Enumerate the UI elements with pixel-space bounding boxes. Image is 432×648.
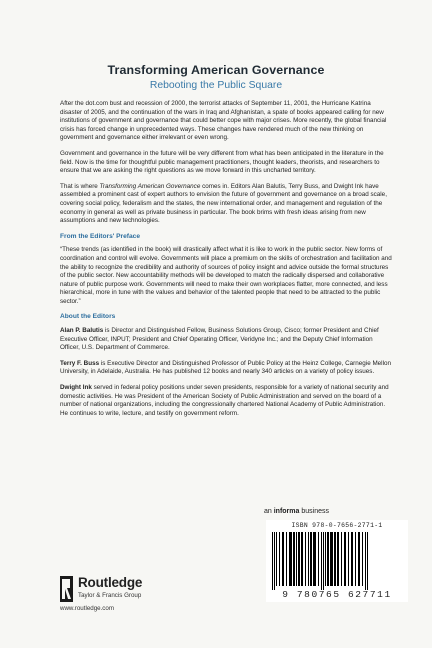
editor-bio [60,384,394,418]
intro-paragraph-1: After the dot.com bust and recession of 2000, the terrorist attacks of September 11, 2001, the Hurricane Katrina disaster of 2005, and the continuation of the wars in Iraq and Afghanistan, a spate of books appeared calling for new institutions of government and governance that could better cope with major crises. More recently, the global financial crisis has forced change in unprecedented ways. These changes have rendered much of the new thinking on government and governance either irrelevant or even wrong. [60,100,387,142]
barcode-bar [308,532,309,586]
publisher-url[interactable]: www.routledge.com [60,605,114,612]
editor-name: Dwight Ink [60,384,92,392]
intro-paragraph-2: Government and governance in the future will be very different from what has been anticipated in the literature in the field. Now is the time for thoughtful public management practitioners, thought leaders, theorists, and researchers to ensure that we are asking the right questions as we move forward in this uncharted territory. [60,149,384,175]
isbn-barcode [266,520,408,602]
intro-paragraph-3 [60,183,394,226]
barcode-bar [298,532,300,586]
barcode-bar [301,532,303,586]
editors-heading: About the Editors [60,313,116,321]
intro-p3-post: comes in. Editors Alan Balutis, Terry Buss, and Dwight Ink have assembled a prominent cast of expert authors to envision the future of government and governance on a broad scale, covering social policy, federalism and the states, the new international order, and management and regulation of the economy in general as well as private business in particular. The book brims with fresh ideas arising from new assumptions and new technologies. [60,182,387,225]
barcode-bar [310,532,312,586]
editor-bio-text: is Executive Director and Distinguished Professor of Public Policy at the Heinz College, Carnegie Mellon University, in Adelaide, Australia. He has published 12 books and nearly 340 articles on a variety of policy issues. [60,359,391,376]
barcode-bar [334,532,336,586]
barcode-bar [362,532,363,586]
preface-heading: From the Editors' Preface [60,232,140,240]
barcode-bar [321,532,322,590]
preface-quote: “These trends (as identified in the book) will drastically affect what it is like to work in the public sector. New forms of coordination and control will evolve. Governments will place a premium on the skills of orchestration and facilitation and the ability to recognize the credibility and authority of sources of policy insight and advice outside the formal structures of the public sector. New accountability methods will be developed to match the radically dispersed and collaborative nature of public purpose work. Governments will need to make their own workplaces flatter, more connected, and less hierarchical, more in tune with the values and behavior of the talented people that need to be attracted to the public sector.” [60,246,392,305]
barcode-bar [289,532,292,586]
barcode-bar [276,532,277,586]
isbn-label: ISBN 978-0-7656-2771-1 [291,522,383,529]
barcode-bar [337,532,339,586]
barcode-bar [344,532,346,586]
barcode-bar [305,532,306,586]
barcode-bars [270,532,404,590]
informa-pre: an [264,508,274,515]
editor-name: Terry F. Buss [60,359,100,367]
routledge-logo-icon [60,576,73,602]
editor-bio-text: served in federal policy positions under seven presidents, responsible for a variety of national security and domestic activities. He was President of the American Society of Public Administration and served on the board of a number of national organizations, including the congressionally chartered National Academy of Public Administration. He continues to write, lecture, and testify on government reform. [60,384,389,417]
informa-brand: informa [273,508,300,515]
editor-bio-text: is Director and Distinguished Fellow, Business Solutions Group, Cisco; former President and Chief Executive Officer, INPUT; President and Chief Operating Officer, Veridyne Inc.; and the Deputy Chief Information Officer, U.S. Department of Commerce. [60,327,379,352]
barcode-bar [325,532,326,586]
barcode-bar [351,532,353,586]
publisher-group: Taylor & Francis Group [78,592,142,599]
barcode-bar [358,532,360,586]
barcode-bar [286,532,287,586]
blurb [60,100,394,425]
barcode-bar [323,532,324,590]
editor-bio [60,327,394,353]
barcode-digits: 9 780765 627711 [282,589,392,600]
barcode-bar [296,532,297,586]
barcode-bar [318,532,319,586]
barcode-bar [330,532,333,586]
book-title: Transforming American Governance [107,63,325,77]
barcode-bar [274,532,275,590]
barcode-bar [348,532,349,586]
intro-p3-book-title: Transforming American Governance [99,182,201,190]
informa-post: business [299,508,329,515]
barcode-bar [272,532,273,590]
barcode-bar [279,532,280,586]
informa-business-line [264,508,414,515]
barcode-bar [313,532,316,586]
intro-p3-pre: That is where [60,182,100,190]
barcode-bar [293,532,295,586]
publisher-name: Routledge [78,575,143,590]
barcode-bar [282,532,284,586]
book-subtitle: Rebooting the Public Square [149,80,283,91]
editor-name: Alan P. Balutis [60,327,104,335]
barcode-bar [355,532,356,586]
barcode-bar [367,532,368,590]
barcode-bar [341,532,342,586]
barcode-bar [365,532,366,590]
editor-bio [60,360,394,377]
barcode-bar [327,532,329,586]
